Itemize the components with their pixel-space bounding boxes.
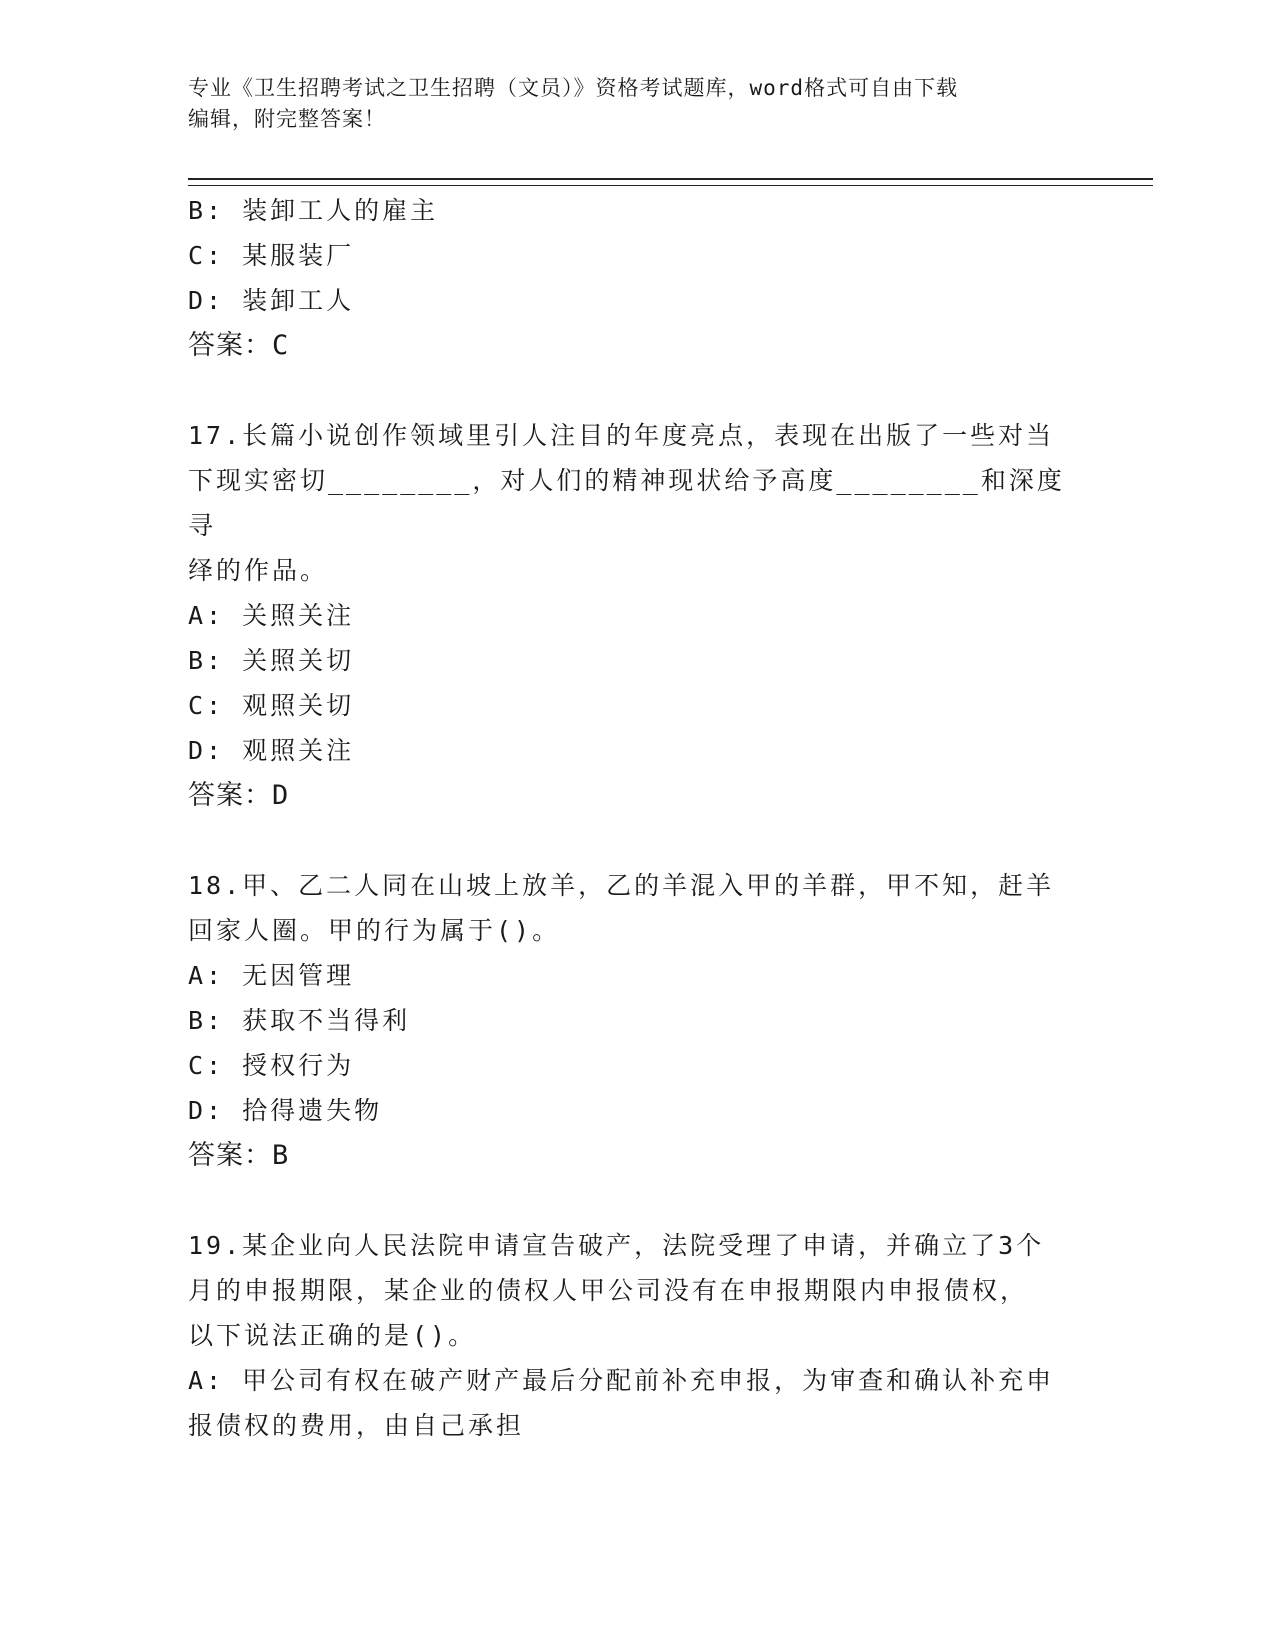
spacer xyxy=(188,368,1088,413)
option-a: A: 甲公司有权在破产财产最后分配前补充申报，为审查和确认补充申 xyxy=(188,1366,1055,1395)
question-17 xyxy=(188,413,1088,818)
answer-line xyxy=(188,773,1088,818)
option-c: C: 观照关切 xyxy=(188,691,355,720)
header-line-1: 专业《卫生招聘考试之卫生招聘（文员）》资格考试题库，word格式可自由下载 xyxy=(188,76,959,100)
option-a: A: 关照关注 xyxy=(188,601,355,630)
answer-label: 答案： xyxy=(188,330,272,361)
question-text-line: 月的申报期限，某企业的债权人甲公司没有在申报期限内申报债权， xyxy=(188,1276,1029,1305)
question-text-line: 17.长篇小说创作领域里引人注目的年度亮点，表现在出版了一些对当 xyxy=(188,421,1055,450)
answer-line xyxy=(188,323,1088,368)
document-header xyxy=(188,73,1088,135)
answer-label: 答案： xyxy=(188,1140,272,1171)
option-b: B: 装卸工人的雇主 xyxy=(188,196,439,225)
question-text-line: 回家人圈。甲的行为属于()。 xyxy=(188,916,561,945)
spacer xyxy=(188,1178,1088,1223)
option-c: C: 某服装厂 xyxy=(188,241,355,270)
question-text-line: 绎的作品。 xyxy=(188,556,329,585)
answer-value: C xyxy=(272,330,290,361)
question-text-line: 以下说法正确的是()。 xyxy=(188,1321,477,1350)
question-19 xyxy=(188,1223,1088,1448)
question-text-line: 18.甲、乙二人同在山坡上放羊，乙的羊混入甲的羊群，甲不知，赶羊 xyxy=(188,871,1055,900)
option-a-continued: 报债权的费用，由自己承担 xyxy=(188,1411,525,1440)
answer-line xyxy=(188,1133,1088,1178)
header-line-2: 编辑，附完整答案！ xyxy=(188,107,386,131)
question-text-line: 19.某企业向人民法院申请宣告破产，法院受理了申请，并确立了3个 xyxy=(188,1231,1045,1260)
option-b: B: 关照关切 xyxy=(188,646,355,675)
option-a: A: 无因管理 xyxy=(188,961,355,990)
option-b: B: 获取不当得利 xyxy=(188,1006,411,1035)
header-divider xyxy=(188,178,1153,186)
prev-question xyxy=(188,188,1088,368)
option-d: D: 观照关注 xyxy=(188,736,355,765)
question-18 xyxy=(188,863,1088,1178)
answer-label: 答案： xyxy=(188,780,272,811)
answer-value: D xyxy=(272,780,290,811)
option-d: D: 装卸工人 xyxy=(188,286,355,315)
spacer xyxy=(188,818,1088,863)
option-c: C: 授权行为 xyxy=(188,1051,355,1080)
question-content xyxy=(188,188,1088,1448)
answer-value: B xyxy=(272,1140,290,1171)
option-d: D: 拾得遗失物 xyxy=(188,1096,383,1125)
question-text-line: 下现实密切________，对人们的精神现状给予高度________和深度寻 xyxy=(188,466,1065,540)
